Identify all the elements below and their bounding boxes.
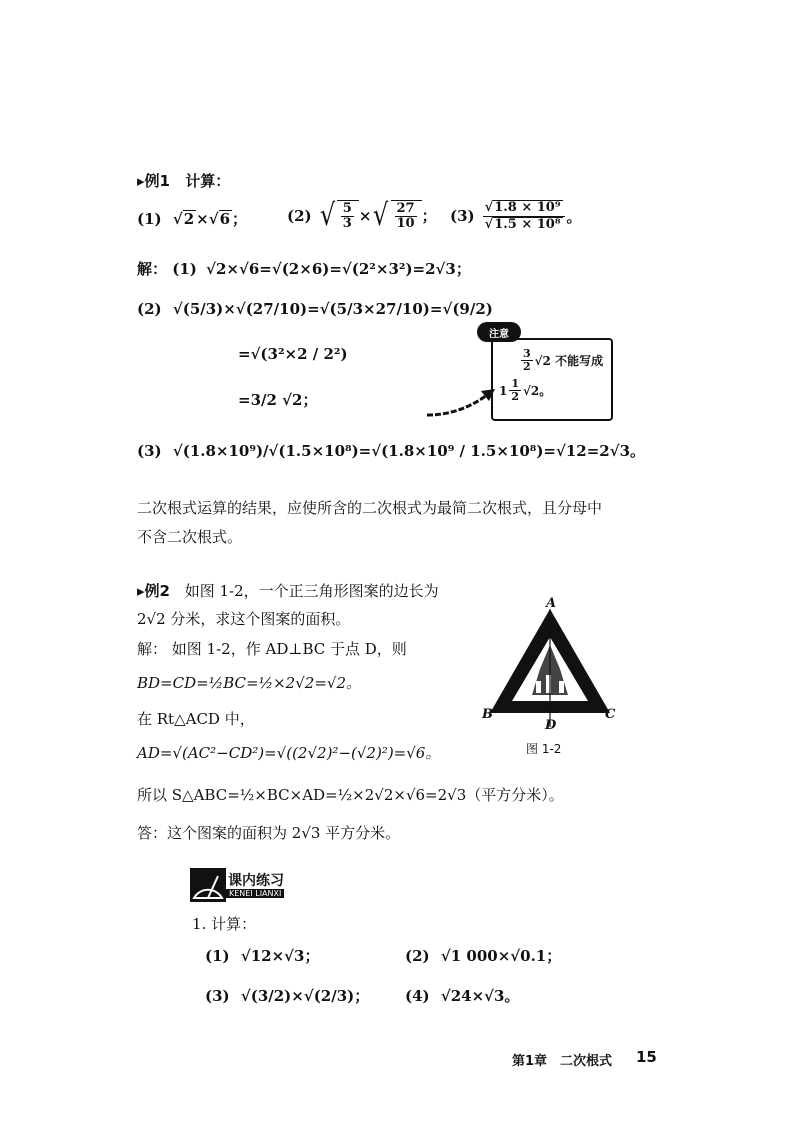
practice-title: 课内练习 bbox=[228, 873, 284, 889]
example2-solution-line-2: BD=CD=½BC=½×2√2=√2。 bbox=[137, 674, 361, 692]
note-text: √2 不能写成 bbox=[534, 354, 604, 369]
denominator: 3 bbox=[342, 216, 352, 232]
numerator: 1 bbox=[511, 377, 520, 390]
punct: 。 bbox=[566, 207, 582, 226]
part-label: (2) bbox=[137, 300, 162, 318]
denominator: 10 bbox=[396, 216, 415, 232]
radicand: 6 bbox=[219, 210, 231, 228]
example2-solution-line-5: 所以 S△ABC=½×BC×AD=½×2√2×√6=2√3（平方分米）。 bbox=[137, 786, 564, 804]
equation: 如图 1-2，作 AD⊥BC 于点 D，则 bbox=[171, 640, 407, 658]
practice-tag bbox=[190, 868, 305, 902]
punct: ； bbox=[232, 210, 248, 228]
expression: √1 000×√0.1； bbox=[440, 947, 562, 965]
example2-answer: 答：这个图案的面积为 2√3 平方分米。 bbox=[137, 824, 401, 842]
practice-question-1 bbox=[205, 945, 319, 966]
example1-solution-line-1 bbox=[137, 258, 471, 279]
practice-question-2 bbox=[405, 945, 561, 966]
note-tag: 注意 bbox=[477, 322, 521, 342]
expression: √(3/2)×√(2/3)； bbox=[240, 987, 370, 1005]
practice-subtitle: KENEI LIANXI bbox=[226, 889, 284, 898]
page-number: 15 bbox=[636, 1048, 657, 1066]
triangle-figure-icon bbox=[480, 595, 640, 760]
example2-solution-line-1 bbox=[137, 638, 407, 659]
example1-solution-line-4: =3/2 √2； bbox=[238, 391, 318, 409]
numerator: 27 bbox=[396, 201, 415, 216]
example1-heading-row bbox=[137, 170, 230, 191]
question-label: (2) bbox=[405, 947, 430, 965]
protractor-icon bbox=[190, 868, 226, 902]
numerator: 5 bbox=[342, 201, 352, 216]
example1-remark-line-2: 不含二次根式。 bbox=[137, 528, 243, 546]
example2-solution-line-3: 在 Rt△ACD 中， bbox=[137, 710, 255, 728]
example1-solution-line-5 bbox=[137, 440, 645, 461]
note-box bbox=[491, 338, 613, 421]
example2-solution-line-4: AD=√(AC²−CD²)=√((2√2)²−(√2)²)=√6。 bbox=[137, 744, 441, 762]
solution-label: 解： bbox=[137, 640, 168, 658]
practice-question-3 bbox=[205, 985, 369, 1006]
practice-item-label: 1. 计算： bbox=[192, 915, 257, 933]
practice-question-4 bbox=[405, 985, 519, 1006]
question-label: (3) bbox=[205, 987, 230, 1005]
denominator: 2 bbox=[523, 360, 531, 374]
expression: √24×√3。 bbox=[440, 987, 520, 1005]
example2-heading: ▸例2 bbox=[137, 582, 170, 600]
punct: ； bbox=[421, 207, 437, 226]
example1-problem-3: (3) $\frac{\text{√1.8 × 10⁹}}{\text{√1.5 × 10⁸}}$ 。 bbox=[450, 200, 582, 232]
question-label: (1) bbox=[205, 947, 230, 965]
problem-label: (2) bbox=[287, 206, 312, 225]
denominator: 1.5 × 10⁸ bbox=[494, 216, 561, 232]
example1-heading: ▸例1 bbox=[137, 172, 170, 190]
figure-point-d: D bbox=[545, 718, 557, 733]
example1-solution-line-2 bbox=[137, 300, 493, 318]
figure-caption: 图 1-2 bbox=[526, 742, 562, 756]
example1-problem-1: (1) √2 ×√6 ； bbox=[137, 210, 248, 228]
example1-problem-2: (2) √ $\frac{5}{3}$ × √ $\frac{27}{10}$ ； bbox=[287, 197, 437, 233]
example2-heading-row bbox=[137, 580, 439, 601]
example2-problem-line-2: 2√2 分米，求这个图案的面积。 bbox=[137, 610, 351, 628]
figure-vertex-b: B bbox=[482, 707, 493, 722]
example1-title: 计算： bbox=[185, 172, 231, 190]
solution-label: 解： bbox=[137, 260, 168, 278]
question-label: (4) bbox=[405, 987, 430, 1005]
note-text-line-2 bbox=[499, 378, 551, 403]
equation: √(1.8×10⁹)/√(1.5×10⁸)=√(1.8×10⁹ / 1.5×10⁸)=√12=2√3。 bbox=[172, 442, 646, 460]
figure-vertex-a: A bbox=[546, 596, 557, 611]
numerator: 1.8 × 10⁹ bbox=[494, 200, 561, 215]
curved-arrow-icon bbox=[425, 385, 500, 420]
footer-chapter: 第1章 二次根式 bbox=[512, 1054, 613, 1069]
part-label: (1) bbox=[172, 260, 197, 278]
part-label: (3) bbox=[137, 442, 162, 460]
expression: √12×√3； bbox=[240, 947, 320, 965]
note-text-line-1 bbox=[519, 348, 603, 373]
example1-solution-line-3: =√(3²×2 / 2²) bbox=[238, 345, 348, 363]
example2-problem-line-1: 如图 1-2，一个正三角形图案的边长为 bbox=[184, 582, 439, 600]
numerator: 3 bbox=[523, 347, 531, 360]
equation: √2×√6=√(2×6)=√(2²×3²)=2√3； bbox=[206, 260, 471, 278]
equation: √(5/3)×√(27/10)=√(5/3×27/10)=√(9/2) bbox=[172, 300, 493, 318]
figure-vertex-c: C bbox=[605, 707, 616, 722]
radicand: 2 bbox=[183, 210, 195, 228]
denominator: 2 bbox=[511, 390, 520, 404]
problem-label: (1) bbox=[137, 210, 162, 228]
whole: 1 bbox=[499, 383, 508, 398]
note-text: √2。 bbox=[523, 384, 552, 399]
problem-label: (3) bbox=[450, 207, 475, 226]
example1-remark-line-1: 二次根式运算的结果，应使所含的二次根式为最简二次根式，且分母中 bbox=[137, 499, 603, 517]
